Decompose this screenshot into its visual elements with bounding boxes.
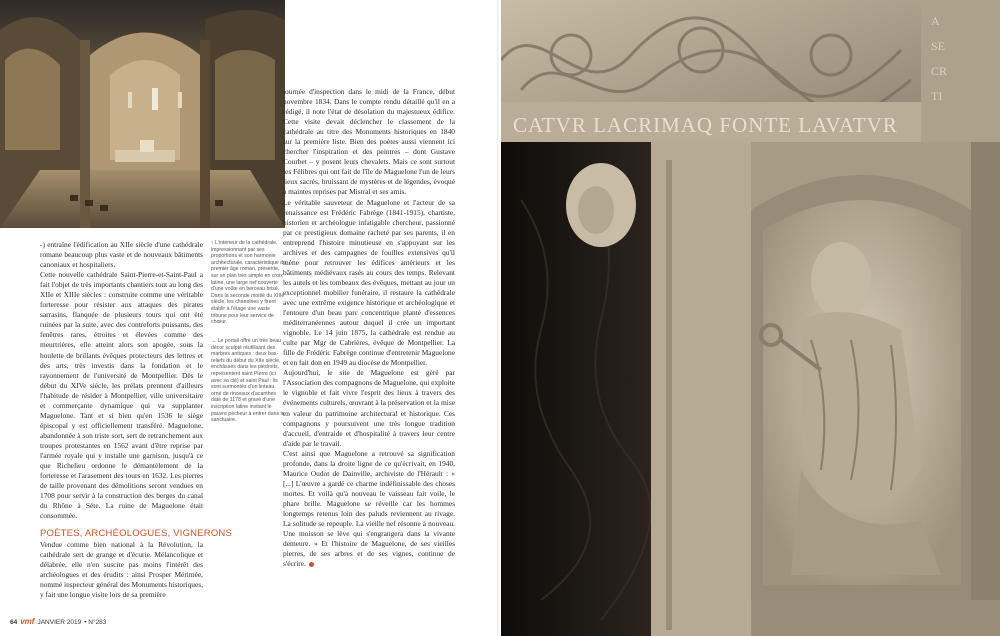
paragraph: Le véritable sauveteur de Maguelone et l'acteur de sa renaissance est Frédéric Fabrège (1841-1915), chartiste, historien et archéologue infatigable chercheur, passionné par ce prestigieux domaine racheté par ses parents, il en entreprend l'histoire minutieuse en s'appuyant sur les archives et des campagnes de fouilles extensives qu'il mène pour retrouver les édifices antérieurs et les bâtiments médiévaux rasés au cours des temps. Relevant les autels et les tombeaux des évêques, mettant au jour un exceptionnel mobilier funéraire, il restaure la cathédrale avec une extrême exigence historique et archéologique et l'entoure d'un beau parc concentrique planté d'essences méditerranéennes autour duquel il crée un important vignoble. Le 14 juin 1875, la cathédrale est rendue au culte par Mgr de Cabrières, évêque de Montpellier. La fille de Frédéric Fabrège continue d'entretenir Maguelone et en fait don en 1949 au diocèse de Montpellier. — [283, 197, 455, 368]
cathedral-interior-illustration — [0, 0, 285, 228]
svg-text:CR: CR — [931, 64, 948, 78]
paragraph: -) entraîne l'édification au XIIe siècle d'une cathédrale romane beaucoup plus vaste et de nouveaux bâtiments canoniaux et hospitaliers. — [40, 240, 203, 270]
portal-sculpture-illustration — [501, 0, 1000, 636]
text-column-1-bottom — [40, 540, 203, 600]
paragraph-text: C'est ainsi que Maguelone a retrouvé sa signification profonde, dans la droite ligne de ce qu'écrivait, en 1940, Maurice Oudot de Dainville, archiviste de l'Hérault : « [...] L'œuvre a gardé ce charme indéfinissable des choses mortes. Et voilà qu'à nouveau le vaisseau fait voile, le phare brille. Maguelone se réveille car les hommes longtemps retenus loin des paluds reviennent au rivage. La solitude se repeuple. La vieille nef résonne à nouveau. Une moisson se lève qui s'engrangera dans la vivante demeure. » Et l'histoire de Maguelone, de ses vieilles pierres, de ses arbres et de ses vignes, continue de s'écrire. — [283, 448, 455, 569]
issue-date: JANVIER 2019 — [37, 619, 82, 626]
text-column-1 — [40, 240, 203, 521]
section-subheading: POÈTES, ARCHÉOLOGUES, VIGNERONS — [40, 528, 233, 539]
paragraph — [283, 449, 455, 570]
brand-logo: vmf — [20, 617, 35, 626]
lintel-inscription: CATVR LACRIMAQ FONTE LAVATVR — [513, 113, 898, 137]
svg-text:TI: TI — [931, 89, 943, 103]
interior-caption: ↑ L'intérieur de la cathédrale, impressionnant par ses proportions et son harmonie architecturale, caractéristique du premier âge roman, présente, sur un plan très simple en croix latine, une large nef couverte d'une voûte en berceau brisé. Dans la seconde moitié du XIIIe siècle, les chanoines y firent établir à l'étage une vaste tribune pour leur service de chœur. — [211, 240, 286, 326]
paragraph: Cette nouvelle cathédrale Saint-Pierre-et-Saint-Paul a fait l'objet de très importants chantiers tout au long des XIIe et XIIIe siècles : construite comme une véritable forteresse pour résister aux attaques des pirates sarrasins, flanquée de plusieurs tours qui ont été ruinées par la suite, avec des contreforts puissants, des fenêtres rares, étroites et élevées comme des meurtrières, elle atteint alors son apogée, sous la houlette de brillants évêques protecteurs des lettres et des arts, très investis dans la fondation et le rayonnement de l'université de Montpellier. Dès le début du XIVe siècle, les prélats prennent d'ailleurs l'habitude de résider à Montpellier, ville universitaire et commerçante dynamique qui va supplanter Maguelone. Tant et si bien qu'en 1536 le siège épiscopal y est officiellement transféré. Maguelone, abandonnée à son triste sort, sert de retranchement aux troupes protestantes en 1562 avant d'être reprise par l'armée royale qui y installe une garnison, jusqu'à ce que Richelieu ordonne le démantèlement de la forteresse et l'arasement des tours en 1632. Les pierres de taille provenant des démolitions seront vendues en 1708 pour servir à la construction des berges du canal du Rhône à Sète. La ruine de Maguelone était consommée. — [40, 270, 203, 521]
cathedral-interior-photo — [0, 0, 285, 228]
page-footer — [10, 617, 106, 626]
issue-number: • N°283 — [84, 619, 107, 626]
paragraph: Vendue comme bien national à la Révolution, la cathédrale sert de grange et d'écurie. Mélancolique et délabrée, elle n'en suscite pas moins l'intérêt des archéologues et des érudits : ainsi Prosper Mérimée, nommé inspecteur général des Monuments historiques, y fait une longue visite lors de sa première — [40, 540, 203, 600]
page-number: 64 — [10, 619, 18, 626]
svg-text:SE: SE — [931, 39, 946, 53]
portal-caption: → Le portail offre un très beau décor sculpté réutilisant des marbres antiques : deux bas-reliefs du début du XIIe siècle, enchâssés dans les piédroits, représentent saint Pierre (ici avec sa clé) et saint Paul ; ils sont surmontés d'un linteau orné de rinceaux d'acanthes daté de 1178 et gravé d'une inscription latine invitant le pauvre pécheur à entrer dans le sanctuaire. — [211, 338, 285, 424]
paragraph: tournée d'inspection dans le midi de la France, début novembre 1834. Dans le compte rendu détaillé qu'il en a rédigé, il note l'état de désolation du majestueux édifice. Cette visite devait déclencher le classement de la cathédrale au titre des Monuments historiques en 1840 sur la première liste. Bien des poètes aussi viennent ici chercher l'inspiration et des peintres – dont Gustave Courbet – y posent leurs chevalets. Mais ce sont surtout les Félibres qui ont fait de l'île de Maguelone l'un de leurs lieux sacrés, bruissant de mystères et de légendes, évoqué à maintes reprises par Mistral et ses amis. — [283, 87, 455, 197]
end-mark — [309, 562, 314, 567]
right-page-photo — [501, 0, 1000, 636]
paragraph: Aujourd'hui, le site de Maguelone est géré par l'Association des compagnons de Maguelone, qui exploite le vignoble et fait vivre l'esprit des lieux à travers des événements culturels, œuvrant à la préservation et la mise en valeur du patrimoine architectural et historique. Ces compagnons y poursuivent une très longue tradition d'accueil, d'entraide et d'hospitalité à travers leur centre d'aide par le travail. — [283, 368, 455, 448]
svg-text:A: A — [931, 14, 940, 28]
text-column-2 — [283, 87, 455, 569]
